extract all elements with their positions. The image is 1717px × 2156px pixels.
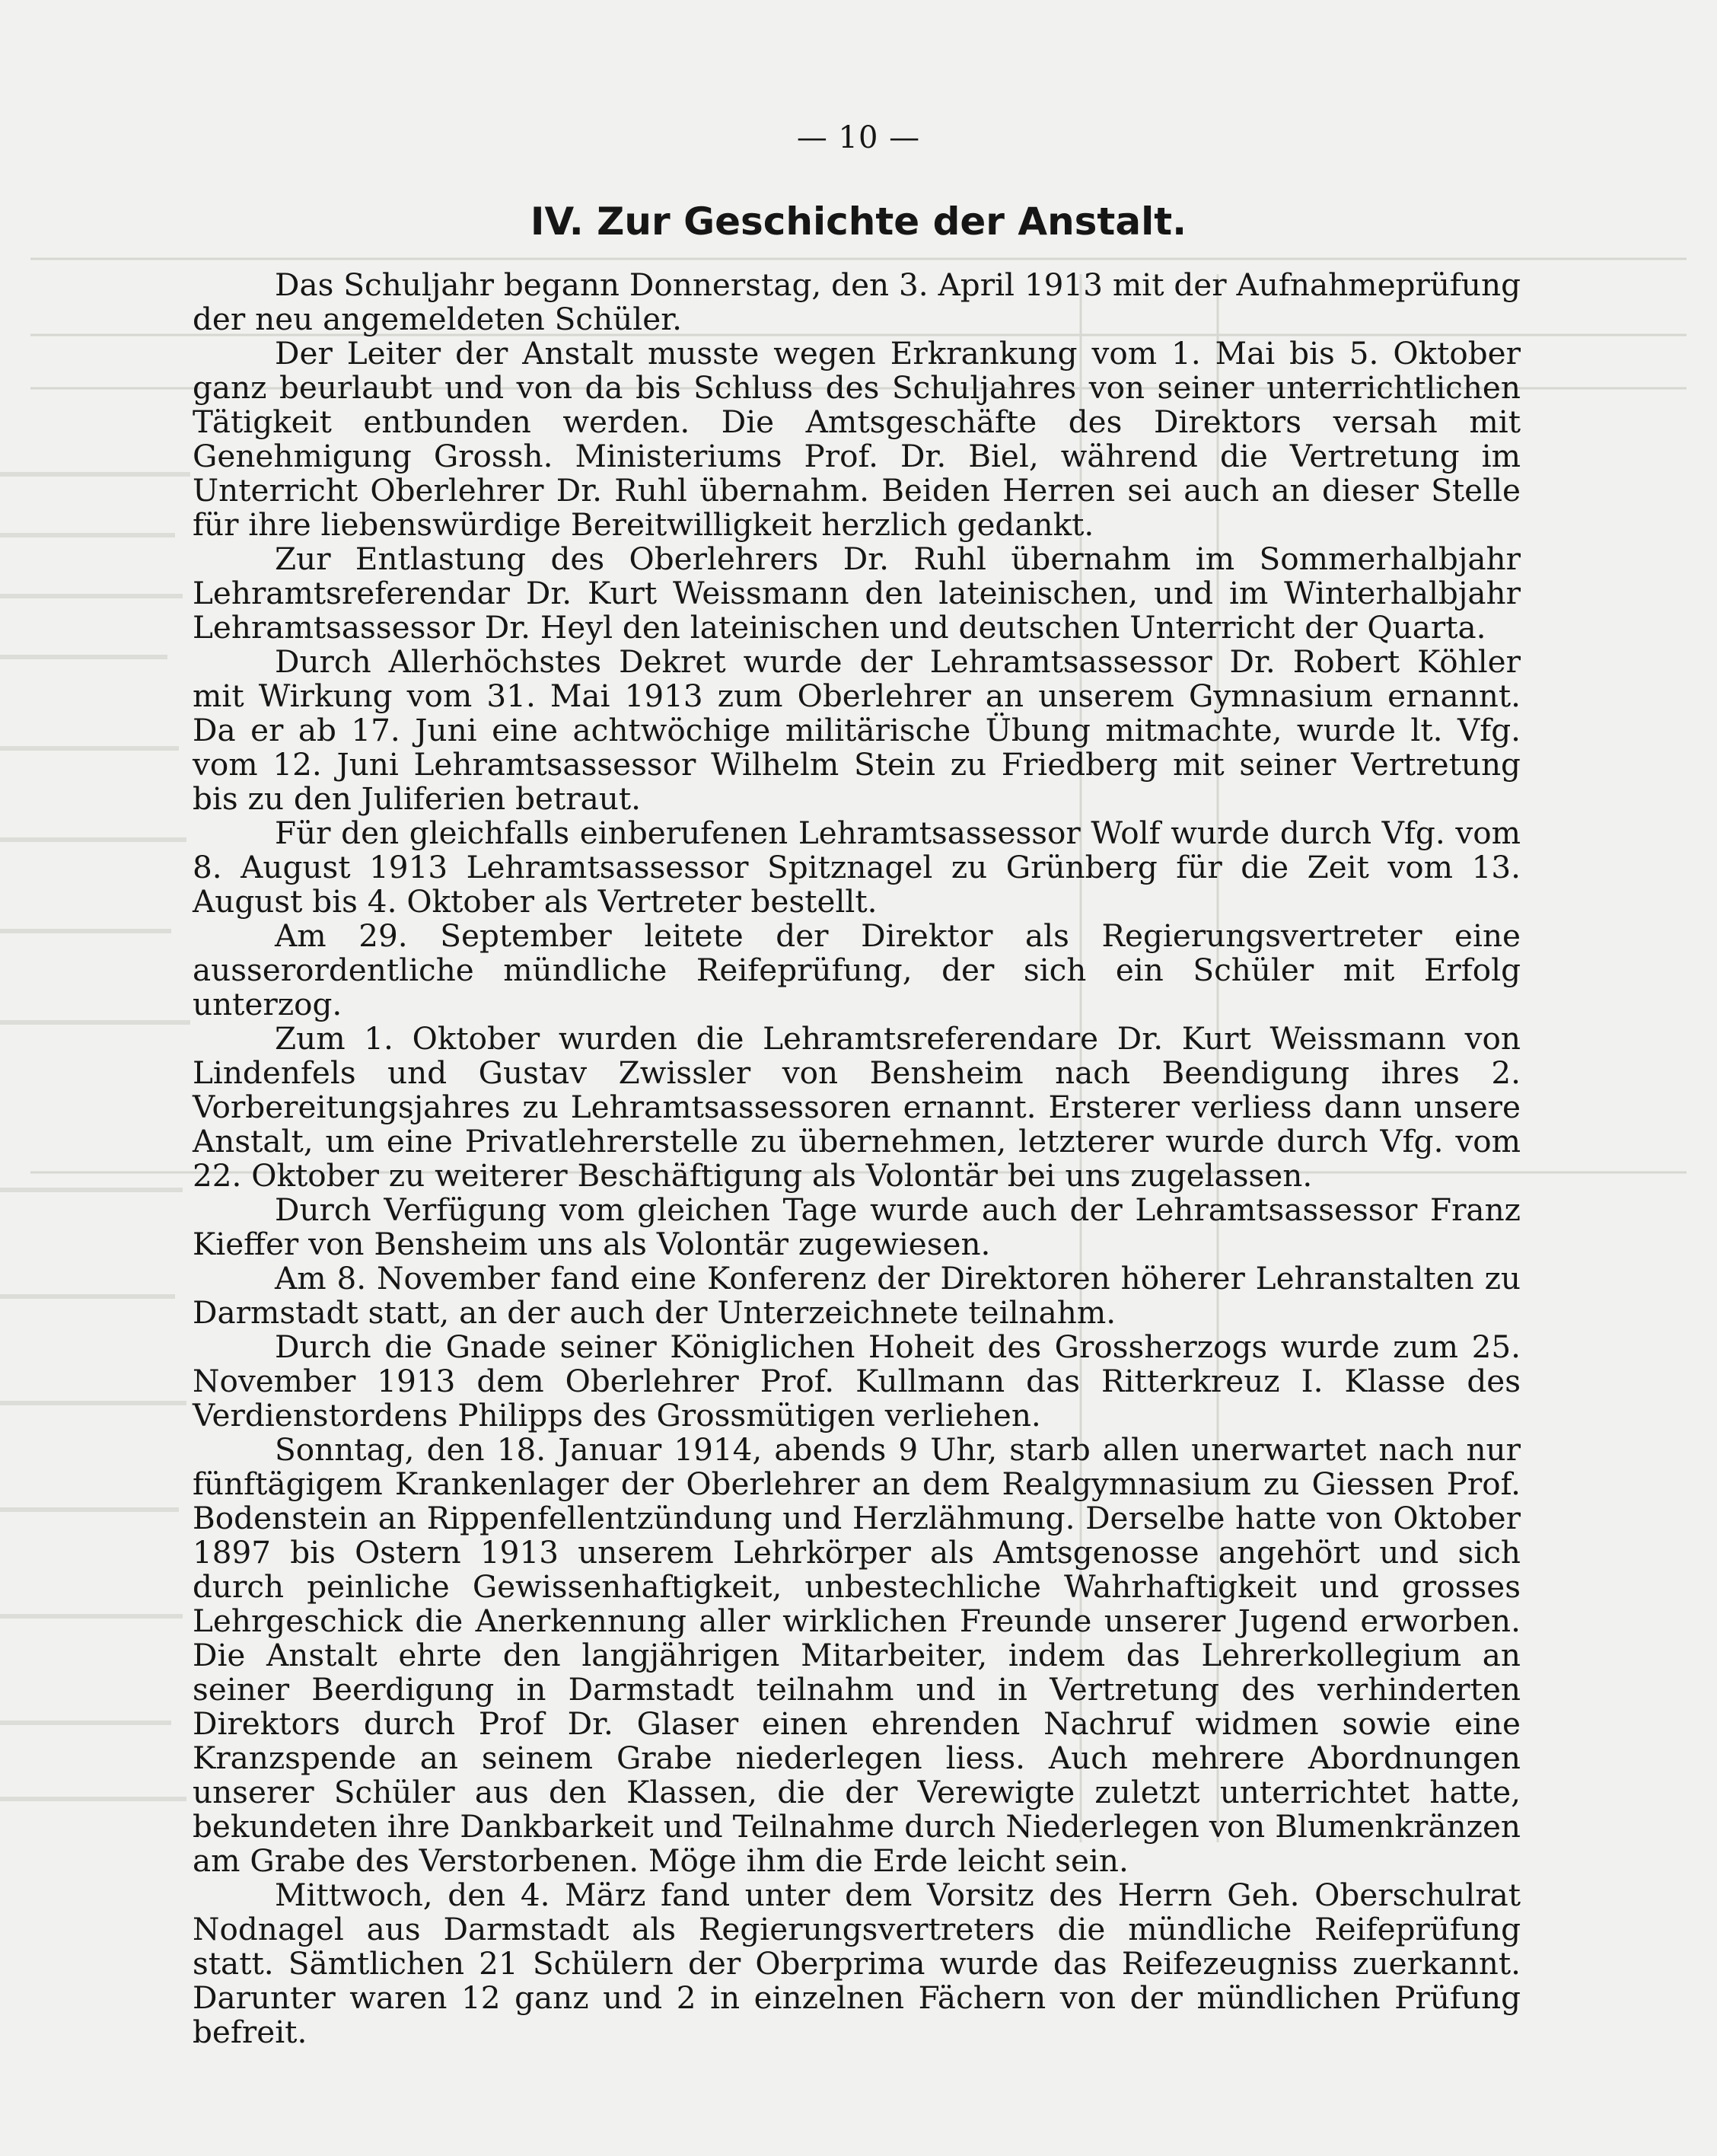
paragraph-appointment-koehler: Durch Allerhöchstes Dekret wurde der Lehramtsassessor Dr. Robert Köhler mit Wirkung vom 31. Mai 1913 zum Oberlehrer an unserem Gymnasium ernannt. Da er ab 17. Juni eine achtwöchige militärische Übung mitmachte, wurde lt. Vfg. vom 12. Juni Lehramtsassessor Wilhelm Stein zu Friedberg mit seiner Vertretung bis zu den Juliferien betraut. bbox=[193, 643, 1521, 817]
paragraph-obituary-bodenstein: Sonntag, den 18. Januar 1914, abends 9 Uhr, starb allen unerwartet nach nur fünftägigem Krankenlager der Oberlehrer an dem Realgymnasium zu Giessen Prof. Bodenstein an Rippenfellentzündung und Herzlähmung. Derselbe hatte von Oktober 1897 bis Ostern 1913 unserem Lehrkörper als Amtsgenosse angehört und sich durch peinliche Gewissenhaftigkeit, unbestechliche Wahrhaftigkeit und grosses Lehrgeschick die Anerkennung aller wirklichen Freunde unserer Jugend erworben. Die Anstalt ehrte den langjährigen Mitarbeiter, indem das Lehrerkollegium an seiner Beerdigung in Darmstadt teilnahm und in Vertretung des verhinderten Direktors durch Prof Dr. Glaser einen ehrenden Nachruf widmen sowie eine Kranzspende an seinem Grabe niederlegen liess. Auch mehrere Abordnungen unserer Schüler aus den Klassen, die der Verewigte zuletzt unterrichtet hatte, bekundeten ihre Dankbarkeit und Teilnahme durch Niederlegen von Blumenkränzen am Grabe des Verstorbenen. Möge ihm die Erde leicht sein. bbox=[193, 1431, 1521, 1879]
page-number: — 10 — bbox=[796, 120, 921, 155]
paragraph-final-exam: Mittwoch, den 4. März fand unter dem Vorsitz des Herrn Geh. Oberschulrat Nodnagel aus Darmstadt als Regierungsvertreters die mündliche Reifeprüfung statt. Sämtlichen 21 Schülern der Oberprima wurde das Reifezeugniss zuerkannt. Darunter waren 12 ganz und 2 in einzelnen Fächern von der mündlichen Prüfung befreit. bbox=[193, 1877, 1521, 2050]
paragraph-school-year-start: Das Schuljahr begann Donnerstag, den 3. April 1913 mit der Aufnahmeprüfung der neu angemeldeten Schüler. bbox=[193, 266, 1521, 337]
paragraph-knights-cross: Durch die Gnade seiner Königlichen Hoheit des Grossherzogs wurde zum 25. November 1913 dem Oberlehrer Prof. Kullmann das Ritterkreuz I. Klasse des Verdienstordens Philipps des Grossmütigen verliehen. bbox=[193, 1328, 1521, 1434]
document-body bbox=[193, 268, 1521, 2049]
section-title: IV. Zur Geschichte der Anstalt. bbox=[530, 199, 1187, 244]
paragraph-substitute-spitznagel: Für den gleichfalls einberufenen Lehramtsassessor Wolf wurde durch Vfg. vom 8. August 1913 Lehramtsassessor Spitznagel zu Grünberg für die Zeit vom 13. August bis 4. Oktober als Vertreter bestellt. bbox=[193, 815, 1521, 920]
paragraph-extraordinary-exam: Am 29. September leitete der Direktor als Regierungsvertreter eine ausserordentliche mündliche Reifeprüfung, der sich ein Schüler mit Erfolg unterzog. bbox=[193, 917, 1521, 1022]
paragraph-director-leave: Der Leiter der Anstalt musste wegen Erkrankung vom 1. Mai bis 5. Oktober ganz beurlaubt und von da bis Schluss des Schuljahres von seiner unterrichtlichen Tätigkeit entbunden werden. Die Amtsgeschäfte des Direktors versah mit Genehmigung Grossh. Ministeriums Prof. Dr. Biel, während die Vertretung im Unterricht Oberlehrer Dr. Ruhl übernahm. Beiden Herren sei auch an dieser Stelle für ihre liebenswürdige Bereitwilligkeit herzlich gedankt. bbox=[193, 335, 1521, 543]
paragraph-volunteer-kieffer: Durch Verfügung vom gleichen Tage wurde auch der Lehramtsassessor Franz Kieffer von Bensheim uns als Volontär zugewiesen. bbox=[193, 1191, 1521, 1262]
paragraph-directors-conference: Am 8. November fand eine Konferenz der Direktoren höherer Lehranstalten zu Darmstadt statt, an der auch der Unterzeichnete teilnahm. bbox=[193, 1260, 1521, 1331]
paragraph-assessor-appointments: Zum 1. Oktober wurden die Lehramtsreferendare Dr. Kurt Weissmann von Lindenfels und Gustav Zwissler von Bensheim nach Beendigung ihres 2. Vorbereitungsjahres zu Lehramtsassessoren ernannt. Ersterer verliess dann unsere Anstalt, um eine Privatlehrerstelle zu übernehmen, letzterer wurde durch Vfg. vom 22. Oktober zu weiterer Beschäftigung als Volontär bei uns zugelassen. bbox=[193, 1020, 1521, 1194]
paragraph-teaching-relief: Zur Entlastung des Oberlehrers Dr. Ruhl übernahm im Sommerhalbjahr Lehramtsreferendar Dr. Kurt Weissmann den lateinischen, und im Winterhalbjahr Lehramtsassessor Dr. Heyl den lateinischen und deutschen Unterricht der Quarta. bbox=[193, 541, 1521, 646]
